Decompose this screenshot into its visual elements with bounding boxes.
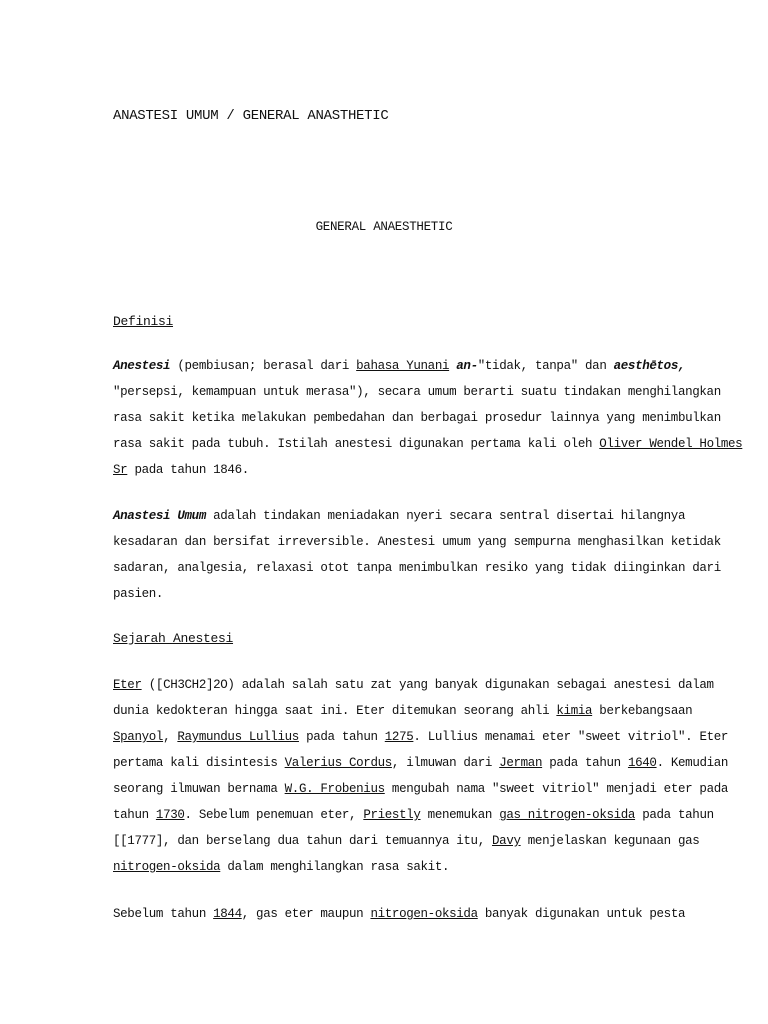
text-span: rasa sakit pada tubuh. Istilah anestesi digunakan pertama kali oleh bbox=[113, 437, 600, 451]
heading-sejarah-anestesi: Sejarah Anestesi bbox=[113, 631, 234, 646]
text-line bbox=[113, 906, 686, 932]
text-span: pada tahun bbox=[635, 808, 714, 822]
text-line bbox=[113, 358, 686, 384]
text-span: "tidak, tanpa" dan bbox=[477, 359, 614, 373]
text-span: . Kemudian bbox=[656, 756, 729, 770]
term-anestesi: Anestesi bbox=[113, 359, 171, 373]
link-1730[interactable]: 1730 bbox=[155, 808, 185, 822]
link-kimia[interactable]: kimia bbox=[556, 704, 593, 718]
text-span: (pembiusan; berasal dari bbox=[170, 359, 357, 373]
text-line bbox=[113, 781, 729, 807]
text-span: berkebangsaan bbox=[592, 704, 693, 718]
text-line: pasien. bbox=[113, 587, 164, 601]
link-sr[interactable]: Sr bbox=[113, 463, 128, 477]
text-line bbox=[113, 677, 714, 703]
text-line bbox=[113, 833, 700, 859]
link-nitrogen-oksida-2[interactable]: nitrogen-oksida bbox=[370, 907, 478, 921]
document-subtitle: GENERAL ANAESTHETIC bbox=[315, 220, 453, 234]
text-line bbox=[113, 703, 693, 729]
link-1640[interactable]: 1640 bbox=[627, 756, 657, 770]
text-span: mengubah nama "sweet vitriol" menjadi eter pada bbox=[384, 782, 729, 796]
link-valerius-cordus[interactable]: Valerius Cordus bbox=[284, 756, 392, 770]
text-span: Sebelum tahun bbox=[113, 907, 214, 921]
link-priestly[interactable]: Priestly bbox=[363, 808, 421, 822]
text-span: dalam menghilangkan rasa sakit. bbox=[220, 860, 450, 874]
link-eter[interactable]: Eter bbox=[113, 678, 142, 692]
text-line bbox=[113, 807, 714, 833]
paragraph-anestesi-definition bbox=[113, 358, 743, 488]
link-jerman[interactable]: Jerman bbox=[499, 756, 543, 770]
document-title: ANASTESI UMUM / GENERAL ANASTHETIC bbox=[113, 108, 389, 124]
term-anastesi-umum: Anastesi Umum bbox=[113, 509, 206, 523]
text-line: rasa sakit ketika melakukan pembedahan dan berbagai prosedur lainnya yang menimbulkan bbox=[113, 411, 721, 425]
link-raymundus-lullius[interactable]: Raymundus Lullius bbox=[177, 730, 299, 744]
text-span: ([CH3CH2]2O) adalah salah satu zat yang banyak digunakan sebagai anestesi dalam bbox=[141, 678, 714, 692]
text-span: pada tahun bbox=[298, 730, 385, 744]
link-1844[interactable]: 1844 bbox=[213, 907, 242, 921]
text-span: adalah tindakan meniadakan nyeri secara sentral disertai hilangnya bbox=[205, 509, 686, 523]
link-gas-nitrogen-oksida[interactable]: gas nitrogen-oksida bbox=[499, 808, 636, 822]
text-line: "persepsi, kemampuan untuk merasa"), secara umum berarti suatu tindakan menghilangkan bbox=[113, 385, 721, 399]
paragraph-sebelum-1844 bbox=[113, 906, 686, 932]
text-span: . Sebelum penemuan eter, bbox=[184, 808, 364, 822]
text-span: . Lullius menamai eter "sweet vitriol". Eter bbox=[413, 730, 729, 744]
text-span: [[1777], dan berselang dua tahun dari temuannya itu, bbox=[113, 834, 493, 848]
text-span: , gas eter maupun bbox=[241, 907, 371, 921]
term-an: an- bbox=[456, 359, 478, 373]
text-line bbox=[113, 436, 743, 462]
text-line: kesadaran dan bersifat irreversible. Anestesi umum yang sempurna menghasilkan ketidak bbox=[113, 535, 721, 549]
text-span: pada tahun bbox=[542, 756, 628, 770]
link-davy[interactable]: Davy bbox=[492, 834, 521, 848]
link-oliver-wendel-holmes[interactable]: Oliver Wendel Holmes bbox=[599, 437, 743, 451]
text-span: , ilmuwan dari bbox=[391, 756, 500, 770]
text-line bbox=[113, 462, 658, 488]
text-span: dunia kedokteran hingga saat ini. Eter ditemukan seorang ahli bbox=[113, 704, 557, 718]
paragraph-anastesi-umum bbox=[113, 508, 721, 612]
text-span: pada tahun 1846. bbox=[127, 463, 249, 477]
link-spanyol[interactable]: Spanyol bbox=[113, 730, 164, 744]
text-line bbox=[113, 508, 686, 534]
link-nitrogen-oksida[interactable]: nitrogen-oksida bbox=[113, 860, 221, 874]
heading-definisi: Definisi bbox=[113, 314, 174, 329]
link-bahasa-yunani[interactable]: bahasa Yunani bbox=[356, 359, 450, 373]
text-span: , bbox=[163, 730, 178, 744]
text-line bbox=[113, 729, 729, 755]
text-span: seorang ilmuwan bernama bbox=[113, 782, 285, 796]
link-wg-frobenius[interactable]: W.G. Frobenius bbox=[284, 782, 385, 796]
text-line: sadaran, analgesia, relaxasi otot tanpa menimbulkan resiko yang tidak diinginkan dari bbox=[113, 561, 721, 575]
text-span: banyak digunakan untuk pesta bbox=[477, 907, 686, 921]
text-span: pertama kali disintesis bbox=[113, 756, 285, 770]
text-span: tahun bbox=[113, 808, 156, 822]
text-line bbox=[113, 755, 729, 781]
text-line bbox=[113, 859, 658, 885]
text-span: menemukan bbox=[420, 808, 500, 822]
paragraph-sejarah-eter bbox=[113, 677, 729, 885]
term-aesthetos: aesthētos, bbox=[613, 359, 686, 373]
link-1275[interactable]: 1275 bbox=[384, 730, 414, 744]
text-span: menjelaskan kegunaan gas bbox=[520, 834, 700, 848]
